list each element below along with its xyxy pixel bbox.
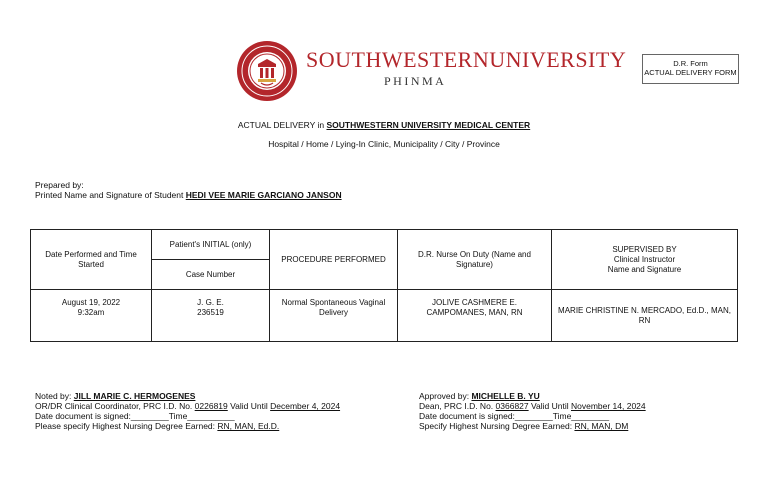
printed-name-label: Printed Name and Signature of Student	[35, 190, 186, 200]
noted-degree: RN, MAN, Ed.D.	[217, 421, 280, 431]
noted-prc-no: 0226819	[194, 401, 228, 411]
document-subtitle: Hospital / Home / Lying-In Clinic, Municipality / City / Province	[268, 139, 500, 149]
noted-signed-line: Date document is signed:________Time__________	[35, 411, 235, 421]
noted-valid-until: December 4, 2024	[270, 401, 341, 411]
student-name: HEDI VEE MARIE GARCIANO JANSON	[185, 190, 342, 200]
cell-date	[31, 290, 152, 342]
cell-initials	[152, 290, 270, 342]
prepared-label: Prepared by:	[35, 180, 84, 190]
noted-degree-label: Please specify Highest Nursing Degree Earned:	[35, 421, 218, 431]
noted-valid-label: Valid Until	[227, 401, 271, 411]
form-name: ACTUAL DELIVERY FORM	[644, 68, 737, 77]
university-brand	[306, 47, 627, 89]
delivery-table	[30, 229, 738, 342]
approved-line	[419, 391, 540, 401]
header-supervised	[552, 230, 738, 290]
approved-prc-no: 0366827	[495, 401, 529, 411]
approved-degree: RN, MAN, DM	[574, 421, 629, 431]
noted-prc-line	[35, 401, 340, 411]
header-initial: Patient's INITIAL (only)	[152, 230, 270, 260]
approved-degree-line	[419, 421, 628, 431]
document-title	[0, 120, 768, 130]
prepared-line	[35, 190, 342, 200]
header-supervised-line2: Clinical Instructor	[613, 254, 676, 264]
approved-signed-line: Date document is signed:________Time________	[419, 411, 610, 421]
row-nurse: JOLIVE CASHMERE E. CAMPOMANES, MAN, RN	[398, 290, 552, 342]
row-procedure: Normal Spontaneous Vaginal Delivery	[270, 290, 398, 342]
header-nurse: D.R. Nurse On Duty (Name and Signature)	[398, 230, 552, 290]
approved-degree-label: Specify Highest Nursing Degree Earned:	[419, 421, 575, 431]
approved-role: Dean, PRC I.D. No.	[419, 401, 496, 411]
row-case-number: 236519	[197, 308, 224, 317]
approved-name: MICHELLE B. YU	[471, 391, 540, 401]
row-supervisor: MARIE CHRISTINE N. MERCADO, Ed.D., MAN, RN	[552, 290, 738, 342]
table-row	[31, 290, 738, 342]
university-name: SOUTHWESTERNUNIVERSITY	[306, 47, 627, 72]
university-seal-logo	[236, 40, 298, 102]
header-supervised-line1: SUPERVISED BY	[612, 244, 677, 254]
approved-label: Approved by:	[419, 391, 472, 401]
title-prefix: ACTUAL DELIVERY in	[237, 120, 327, 130]
row-initials: J. G. E.	[197, 298, 224, 307]
header-procedure: PROCEDURE PERFORMED	[270, 230, 398, 290]
form-label-box	[642, 54, 739, 84]
approved-valid-until: November 14, 2024	[570, 401, 646, 411]
header-supervised-line3: Name and Signature	[607, 264, 682, 274]
approved-prc-line	[419, 401, 646, 411]
header-case: Case Number	[152, 260, 270, 290]
noted-degree-line	[35, 421, 279, 431]
noted-line	[35, 391, 195, 401]
row-date: August 19, 2022	[61, 298, 121, 307]
row-time: 9:32am	[77, 308, 105, 317]
form-code: D.R. Form	[673, 59, 708, 68]
header-date: Date Performed and Time Started	[31, 230, 152, 290]
facility-name: SOUTHWESTERN UNIVERSITY MEDICAL CENTER	[326, 120, 531, 130]
approved-valid-label: Valid Until	[528, 401, 571, 411]
noted-role: OR/DR Clinical Coordinator, PRC I.D. No.	[35, 401, 195, 411]
noted-name: JILL MARIE C. HERMOGENES	[73, 391, 196, 401]
university-subtitle: PHINMA	[384, 74, 447, 88]
noted-label: Noted by:	[35, 391, 74, 401]
